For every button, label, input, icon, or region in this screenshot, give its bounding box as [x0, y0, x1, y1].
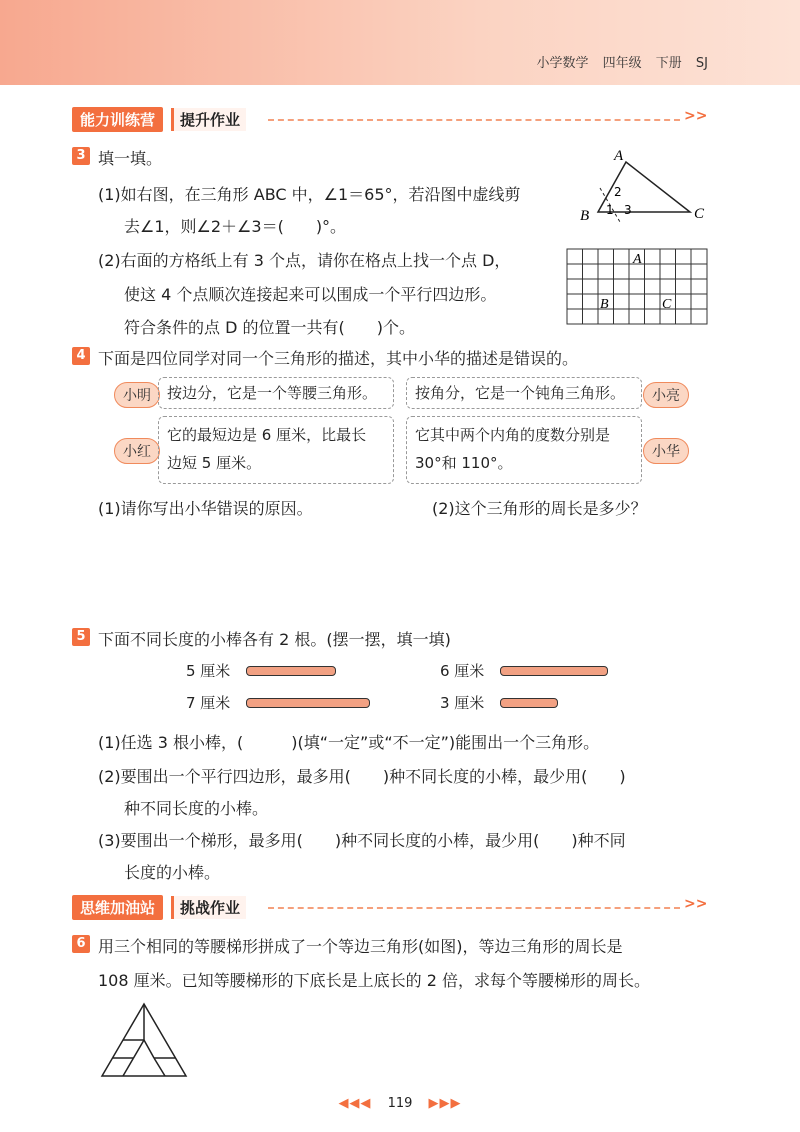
page-number: 119 — [387, 1096, 413, 1111]
question-text: 108 厘米。已知等腰梯形的下底长是上底长的 2 倍，求每个等腰梯形的周长。 — [98, 971, 650, 990]
grid-point-c: C — [662, 297, 672, 312]
question-title: 下面是四位同学对同一个三角形的描述，其中小华的描述是错误的。 — [98, 349, 579, 368]
bubble-line: 边短 5 厘米。 — [167, 454, 262, 472]
question-text: 使这 4 个点顺次连接起来可以围成一个平行四边形。 — [124, 285, 497, 304]
question-text: 符合条件的点 D 的位置一共有( )个。 — [124, 318, 415, 337]
arrow-icon: >> — [684, 108, 708, 124]
question-text: (1)如右图，在三角形 ABC 中，∠1＝65°，若沿图中虚线剪 — [98, 185, 521, 204]
bubble-line: 它的最短边是 6 厘米，比最长 — [167, 426, 367, 444]
question-text: (1)请你写出小华错误的原因。 — [98, 499, 313, 518]
student-name-xiaoming: 小明 — [114, 382, 160, 408]
vertex-c-label: C — [694, 206, 705, 222]
speech-bubble — [406, 416, 642, 484]
arrow-icon: >> — [684, 896, 708, 912]
student-name-xiaohong: 小红 — [114, 438, 160, 464]
grid-figure — [566, 248, 708, 326]
trapezoid-triangle-figure — [98, 1000, 190, 1078]
angle-1-label: 1 — [606, 203, 614, 217]
speech-bubble: 按边分，它是一个等腰三角形。 — [158, 377, 394, 409]
question-number: 5 — [72, 628, 90, 646]
angle-3-label: 3 — [624, 203, 632, 217]
next-arrows-icon: ▶▶▶ — [428, 1096, 462, 1111]
stick-3cm — [500, 698, 558, 708]
page-footer — [0, 1096, 800, 1111]
question-text: (2)右面的方格纸上有 3 个点，请你在格点上找一个点 D， — [98, 251, 511, 270]
top-banner — [0, 0, 800, 85]
stick-label: 3 厘米 — [440, 694, 485, 712]
vertex-a-label: A — [614, 148, 624, 164]
section-label-ability — [72, 107, 246, 131]
speech-bubble — [158, 416, 394, 484]
stick-6cm — [500, 666, 608, 676]
header-grade: 四年级 — [602, 56, 642, 71]
question-text: (1)任选 3 根小棒，( )(填“一定”或“不一定”)能围出一个三角形。 — [98, 733, 600, 752]
question-text: (3)要围出一个梯形，最多用( )种不同长度的小棒，最少用( )种不同 — [98, 831, 626, 850]
stick-label: 5 厘米 — [186, 662, 231, 680]
section-tag: 思维加油站 — [72, 895, 163, 920]
student-name-xiaoliang: 小亮 — [643, 382, 689, 408]
prev-arrows-icon: ◀◀◀ — [338, 1096, 372, 1111]
question-title: 填一填。 — [98, 149, 163, 168]
section-sub: 提升作业 — [171, 108, 246, 131]
question-text: 去∠1，则∠2＋∠3＝( )°。 — [124, 217, 347, 236]
grid-point-b: B — [600, 297, 609, 312]
divider — [268, 907, 680, 909]
stick-label: 6 厘米 — [440, 662, 485, 680]
stick-label: 7 厘米 — [186, 694, 231, 712]
triangle-figure — [574, 146, 714, 226]
stick-5cm — [246, 666, 336, 676]
grid-point-a: A — [633, 252, 642, 267]
question-number: 3 — [72, 147, 90, 165]
angle-2-label: 2 — [614, 185, 622, 199]
stick-7cm — [246, 698, 370, 708]
question-text: (2)这个三角形的周长是多少？ — [432, 499, 647, 518]
question-number: 4 — [72, 347, 90, 365]
question-title: 下面不同长度的小棒各有 2 根。(摆一摆，填一填) — [98, 630, 451, 649]
divider — [268, 119, 680, 121]
section-label-thinking — [72, 895, 246, 919]
vertex-b-label: B — [580, 208, 590, 224]
section-tag: 能力训练营 — [72, 107, 163, 132]
question-text: 长度的小棒。 — [124, 863, 221, 882]
header-term: 下册 — [655, 56, 682, 71]
bubble-line: 30°和 110°。 — [415, 454, 513, 472]
question-text: 种不同长度的小棒。 — [124, 799, 269, 818]
header-edition: SJ — [695, 56, 708, 71]
book-header — [526, 52, 708, 71]
student-name-xiaohua: 小华 — [643, 438, 689, 464]
speech-bubble: 按角分，它是一个钝角三角形。 — [406, 377, 642, 409]
header-subject: 小学数学 — [536, 56, 589, 71]
question-number: 6 — [72, 935, 90, 953]
section-sub: 挑战作业 — [171, 896, 246, 919]
question-text: 用三个相同的等腰梯形拼成了一个等边三角形(如图)，等边三角形的周长是 — [98, 937, 623, 956]
question-text: (2)要围出一个平行四边形，最多用( )种不同长度的小棒，最少用( ) — [98, 767, 626, 786]
bubble-line: 它其中两个内角的度数分别是 — [415, 426, 611, 444]
